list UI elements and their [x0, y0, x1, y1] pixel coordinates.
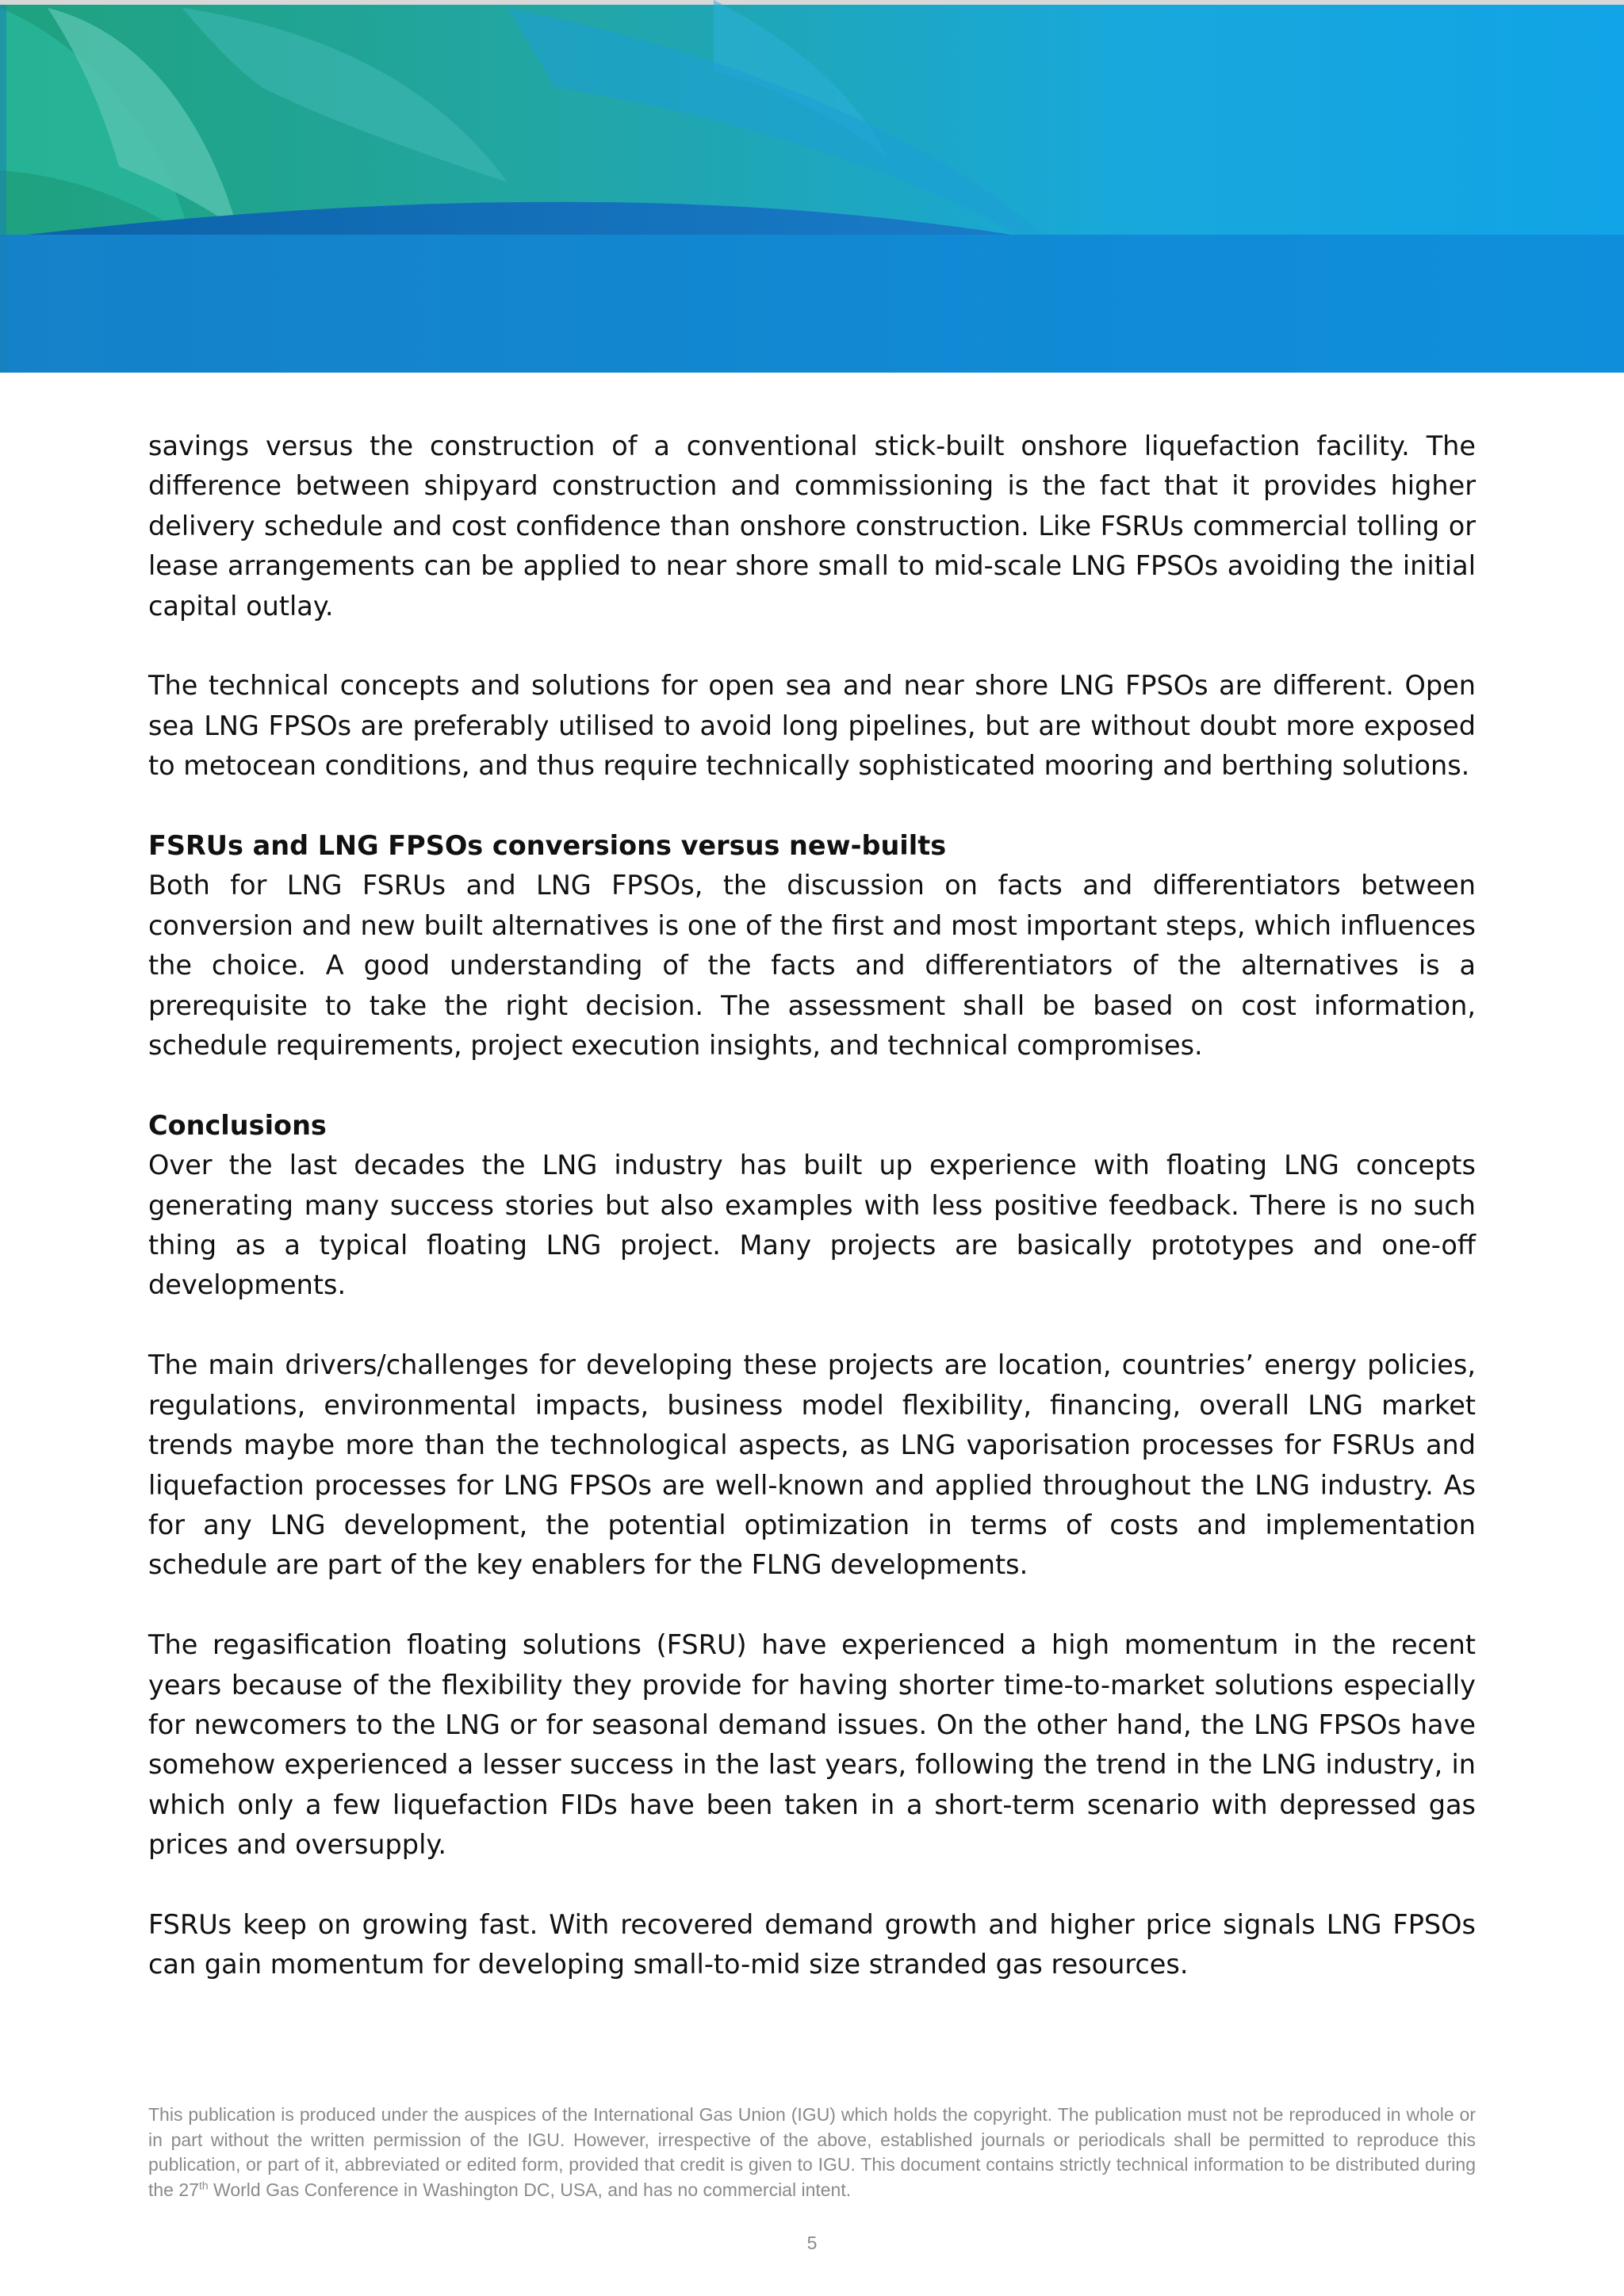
paragraph-conclusions-drivers: The main drivers/challenges for developing these projects are location, countries’ energy policies, regulations, environmental impacts, business model flexibility, financing, overall LNG market trends maybe more than the technological aspects, as LNG vaporisation processes for FSRUs and liquefaction processes for LNG FPSOs are well-known and applied throughout the LNG industry. As for any LNG development, the potential optimization in terms of costs and implementation schedule are part of the key enablers for the FLNG developments.: [148, 1349, 1476, 1581]
paragraph-savings: savings versus the construction of a conventional stick-built onshore liquefaction facility. The difference between shipyard construction and commissioning is the fact that it provides higher delivery schedule and cost confidence than onshore construction. Like FSRUs commercial tolling or lease arrangements can be applied to near shore small to mid-scale LNG FPSOs avoiding the initial capital outlay.: [148, 430, 1476, 622]
footer-text-main: This publication is produced under the auspices of the International Gas Union (IGU) which holds the copyright. The publication must not be reproduced in whole or in part without the written permission of the IGU. However, irrespective of the above, established journals or periodicals shall be permitted to reproduce this publication, or part of it, abbreviated or edited form, provided that credit is given to IGU. This document contains strictly technical information to be distributed during the 27: [148, 2104, 1476, 2200]
header-banner: [0, 0, 1624, 373]
paragraph-technical-concepts: The technical concepts and solutions for open sea and near shore LNG FPSOs are different. Open sea LNG FPSOs are preferably utilised to avoid long pipelines, but are without doubt more exposed to metocean conditions, and thus require technically sophisticated mooring and berthing solutions.: [148, 670, 1476, 782]
footer-text-end: World Gas Conference in Washington DC, USA, and has no commercial intent.: [208, 2179, 852, 2200]
paragraph-conclusions-experience: Over the last decades the LNG industry has built up experience with floating LNG concepts generating many success stories but also examples with less positive feedback. There is no such thing as a typical floating LNG project. Many projects are basically prototypes and one-off developments.: [148, 1150, 1476, 1301]
section-heading-conclusions: Conclusions: [148, 1109, 327, 1141]
paragraph-conclusions-regasification: The regasification floating solutions (FSRU) have experienced a high momentum in the recent years because of the flexibility they provide for having shorter time-to-market solutions especially for newcomers to the LNG or for seasonal demand issues. On the other hand, the LNG FPSOs have somehow experienced a lesser success in the last years, following the trend in the LNG industry, in which only a few liquefaction FIDs have been taken in a short-term scenario with depressed gas prices and oversupply.: [148, 1629, 1476, 1861]
page-number: 5: [806, 2233, 818, 2253]
footer-superscript: th: [198, 2178, 209, 2191]
section-heading-conversions: FSRUs and LNG FPSOs conversions versus new-builts: [148, 830, 947, 862]
paragraph-conclusions-outlook: FSRUs keep on growing fast. With recovered demand growth and higher price signals LNG FPSOs can gain momentum for developing small-to-mid size stranded gas resources.: [148, 1908, 1476, 1980]
paragraph-conversions: Both for LNG FSRUs and LNG FPSOs, the discussion on facts and differentiators between conversion and new built alternatives is one of the first and most important steps, which influences the choice. A good understanding of the facts and differentiators of the alternatives is a prerequisite to take the right decision. The assessment shall be based on cost information, schedule requirements, project execution insights, and technical compromises.: [148, 870, 1476, 1062]
copyright-footer: [148, 2103, 1476, 2202]
document-body: [148, 427, 1476, 2025]
banner-graphic: [0, 0, 1624, 373]
